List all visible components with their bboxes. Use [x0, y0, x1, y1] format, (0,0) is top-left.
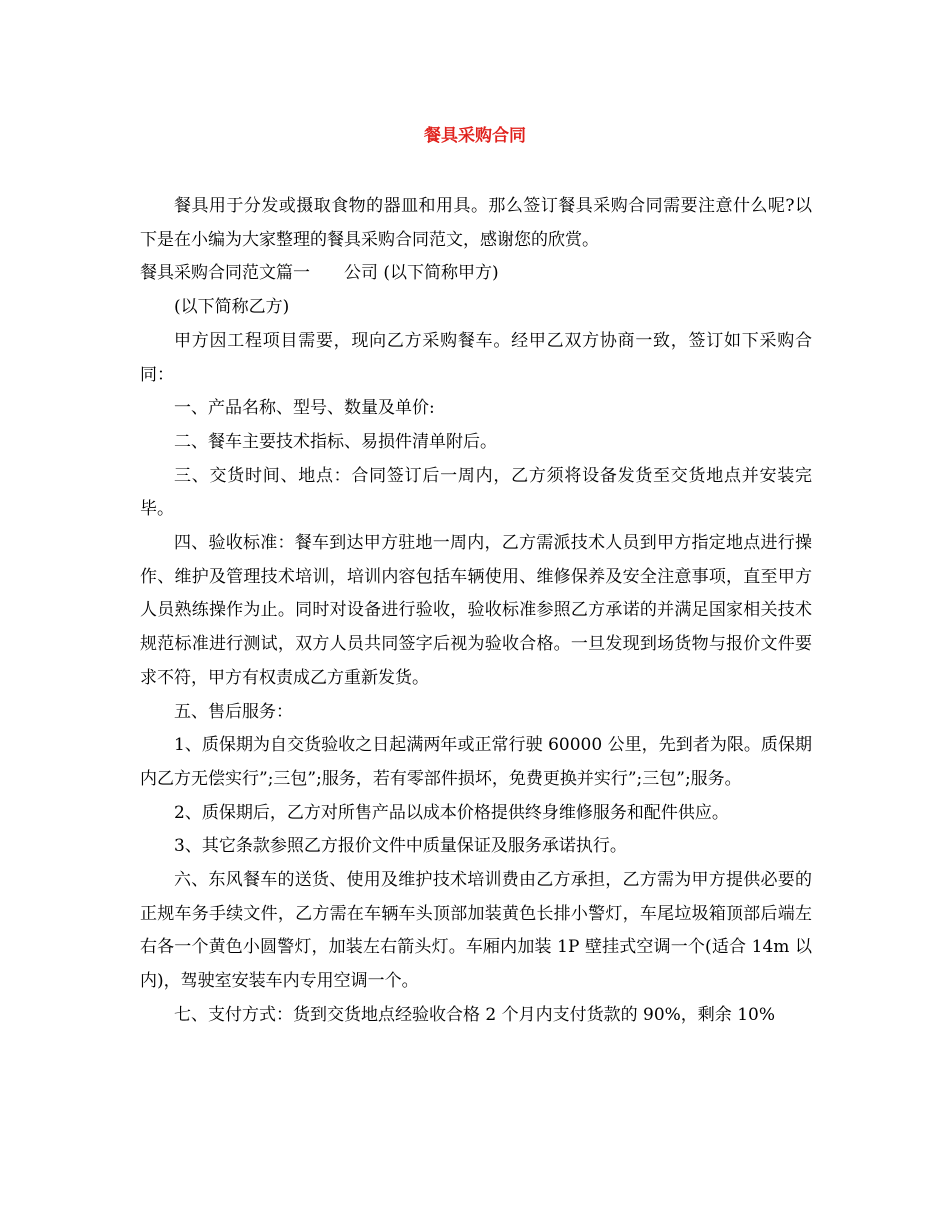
document-body — [140, 190, 812, 1033]
paragraph-clause-1: 一、产品名称、型号、数量及单价: — [174, 398, 435, 419]
paragraph-clause-5-3: 3、其它条款参照乙方报价文件中质量保证及服务承诺执行。 — [174, 836, 627, 857]
paragraph-clause-2: 二、餐车主要技术指标、易损件清单附后。 — [174, 431, 497, 452]
paragraph-intro: 餐具用于分发或摄取食物的器皿和用具。那么签订餐具采购合同需要注意什么呢?以下是在小编为大家整理的餐具采购合同范文，感谢您的欣赏。 — [140, 196, 812, 250]
paragraph-clause-6: 六、东风餐车的送货、使用及维护技术培训费由乙方承担，乙方需为甲方提供必要的正规车务手续文件，乙方需在车辆车头顶部加装黄色长排小警灯，车尾垃圾箱顶部后端左右各一个黄色小圆警灯，加装左右箭头灯。车厢内加装 1P 壁挂式空调一个(适合 14m 以内)，驾驶室安装车内专用空调一个。 — [140, 870, 812, 992]
paragraph-clause-3: 三、交货时间、地点：合同签订后一周内，乙方须将设备发货至交货地点并安装完毕。 — [140, 465, 812, 520]
paragraph-clause-4: 四、验收标准：餐车到达甲方驻地一周内，乙方需派技术人员到甲方指定地点进行操作、维护及管理技术培训，培训内容包括车辆使用、维修保养及安全注意事项，直至甲方人员熟练操作为止。同时对设备进行验收，验收标准参照乙方承诺的并满足国家相关技术规范标准进行测试，双方人员共同签字后视为验收合格。一旦发现到场货物与报价文件要求不符，甲方有权责成乙方重新发货。 — [140, 533, 812, 688]
paragraph-clause-5-2: 2、质保期后，乙方对所售产品以成本价格提供终身维修服务和配件供应。 — [174, 802, 729, 823]
paragraph-preamble: 甲方因工程项目需要，现向乙方采购餐车。经甲乙双方协商一致，签订如下采购合同： — [140, 330, 812, 385]
paragraph-party-b: (以下简称乙方) — [174, 297, 290, 318]
document-title: 餐具采购合同 — [424, 126, 526, 146]
paragraph-clause-5: 五、售后服务： — [174, 701, 293, 722]
paragraph-sample-heading: 餐具采购合同范文篇一 公司 (以下简称甲方) — [140, 263, 499, 284]
paragraph-clause-5-1: 1、质保期为自交货验收之日起满两年或正常行驶 60000 公里，先到者为限。质保期内乙方无偿实行”;三包”;服务，若有零部件损坏，免费更换并实行”;三包”;服务。 — [140, 735, 812, 789]
paragraph-clause-7: 七、支付方式：货到交货地点经验收合格 2 个月内支付货款的 90%，剩余 10% — [174, 1004, 776, 1025]
